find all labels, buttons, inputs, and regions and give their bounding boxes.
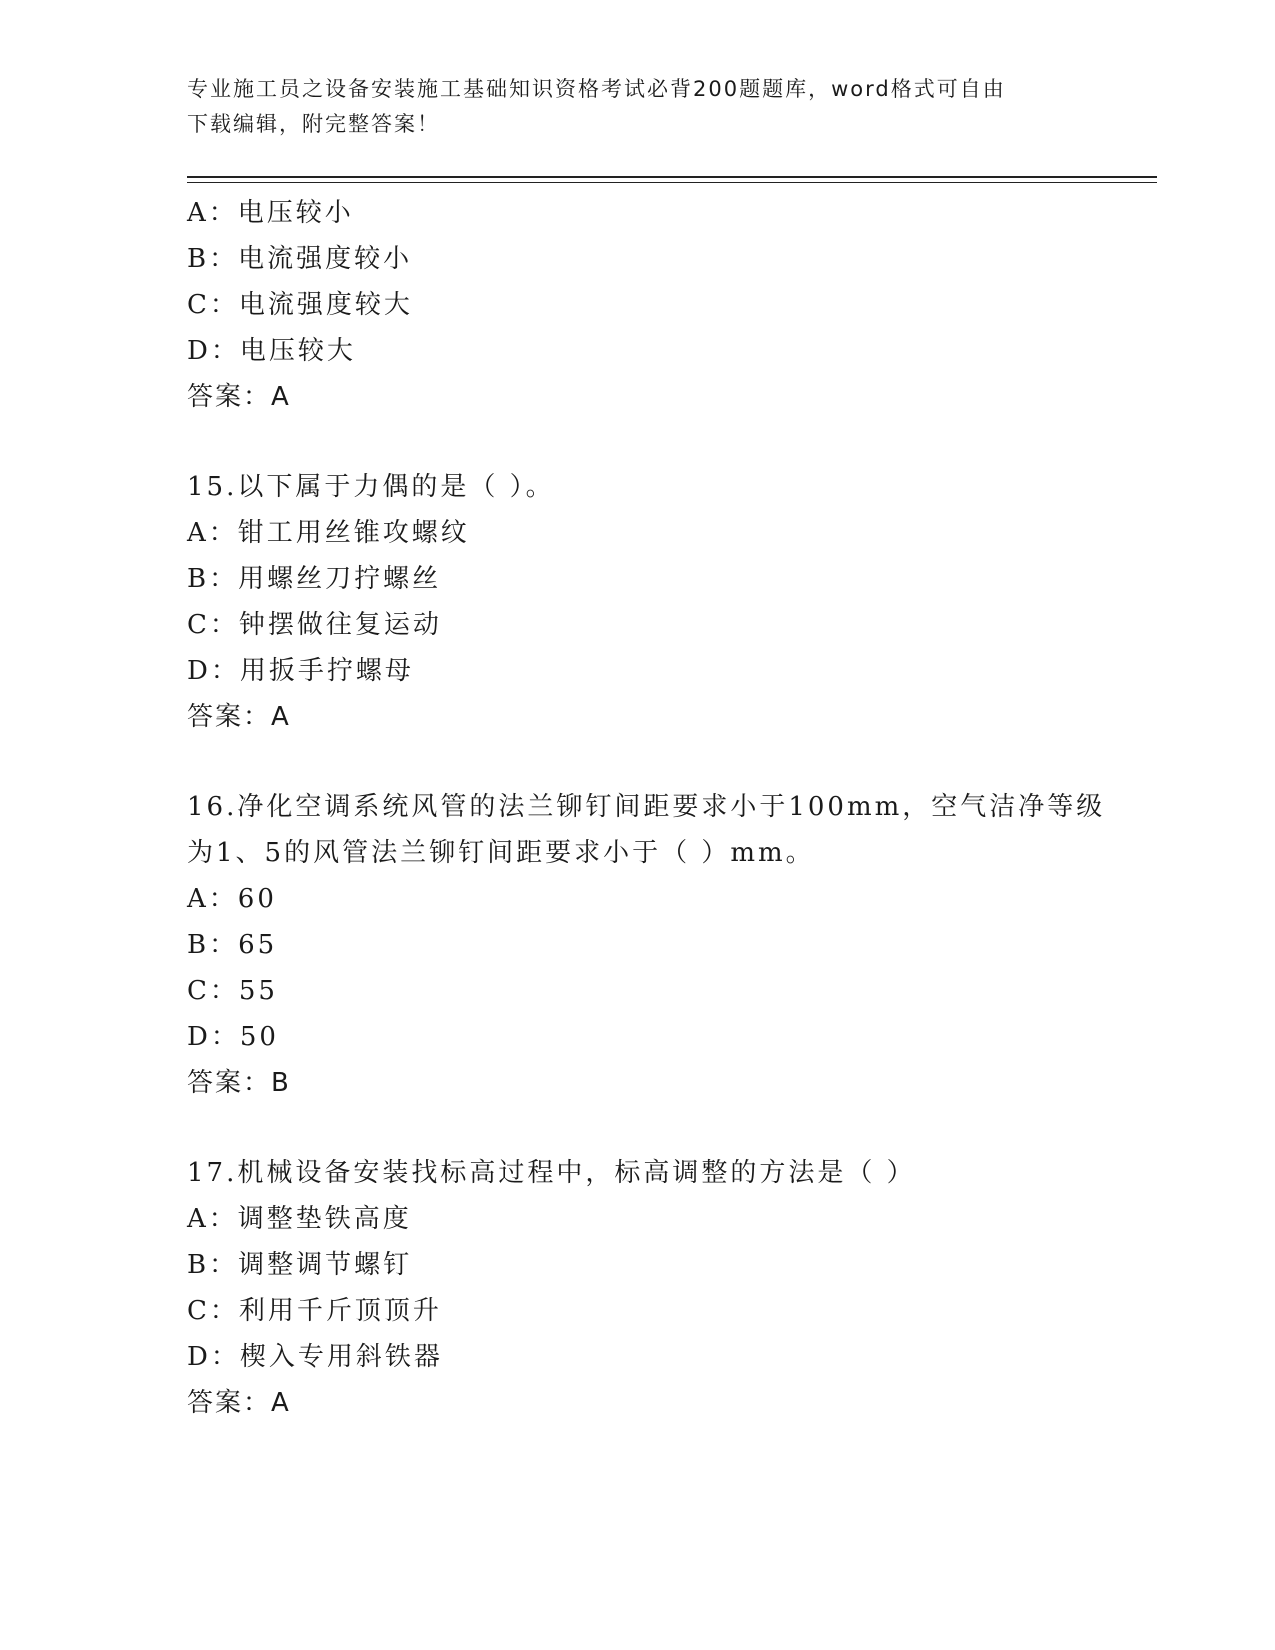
answer: 答案：B [187,1068,291,1098]
option-a: A：调整垫铁高度 [187,1204,412,1234]
option-b: B：电流强度较小 [187,244,413,274]
question-list [187,190,1157,1426]
header-line-1: 专业施工员之设备安装施工基础知识资格考试必背200题题库，word格式可自由 [187,77,1006,101]
option-d: D：用扳手拧螺母 [187,656,414,686]
option-d: D：电压较大 [187,336,356,366]
option-c: C：电流强度较大 [187,290,413,320]
question-text-line-1: 16.净化空调系统风管的法兰铆钉间距要求小于100mm，空气洁净等级 [187,792,1106,822]
answer: 答案：A [187,382,291,412]
header-rule-thick [187,176,1157,178]
question-text-line-2: 为1、5的风管法兰铆钉间距要求小于（ ）mm。 [187,838,815,868]
header-rule-thin [187,182,1157,183]
option-b: B：调整调节螺钉 [187,1250,413,1280]
option-a: A：钳工用丝锥攻螺纹 [187,518,470,548]
question-text: 15.以下属于力偶的是（ ）。 [187,472,555,502]
option-d: D：楔入专用斜铁器 [187,1342,443,1372]
header-line-2: 下载编辑，附完整答案！ [187,112,440,136]
question-15 [187,464,1157,740]
option-b: B：65 [187,930,278,960]
answer: 答案：A [187,1388,291,1418]
question-17 [187,1150,1157,1426]
question-14 [187,190,1157,420]
answer: 答案：A [187,702,291,732]
document-header [187,72,1087,142]
option-c: C：钟摆做往复运动 [187,610,442,640]
option-a: A：60 [187,884,277,914]
option-d: D：50 [187,1022,279,1052]
option-a: A：电压较小 [187,198,354,228]
option-c: C：55 [187,976,278,1006]
question-text: 17.机械设备安装找标高过程中，标高调整的方法是（ ） [187,1158,916,1188]
option-c: C：利用千斤顶顶升 [187,1296,442,1326]
option-b: B：用螺丝刀拧螺丝 [187,564,442,594]
question-16 [187,784,1157,1106]
